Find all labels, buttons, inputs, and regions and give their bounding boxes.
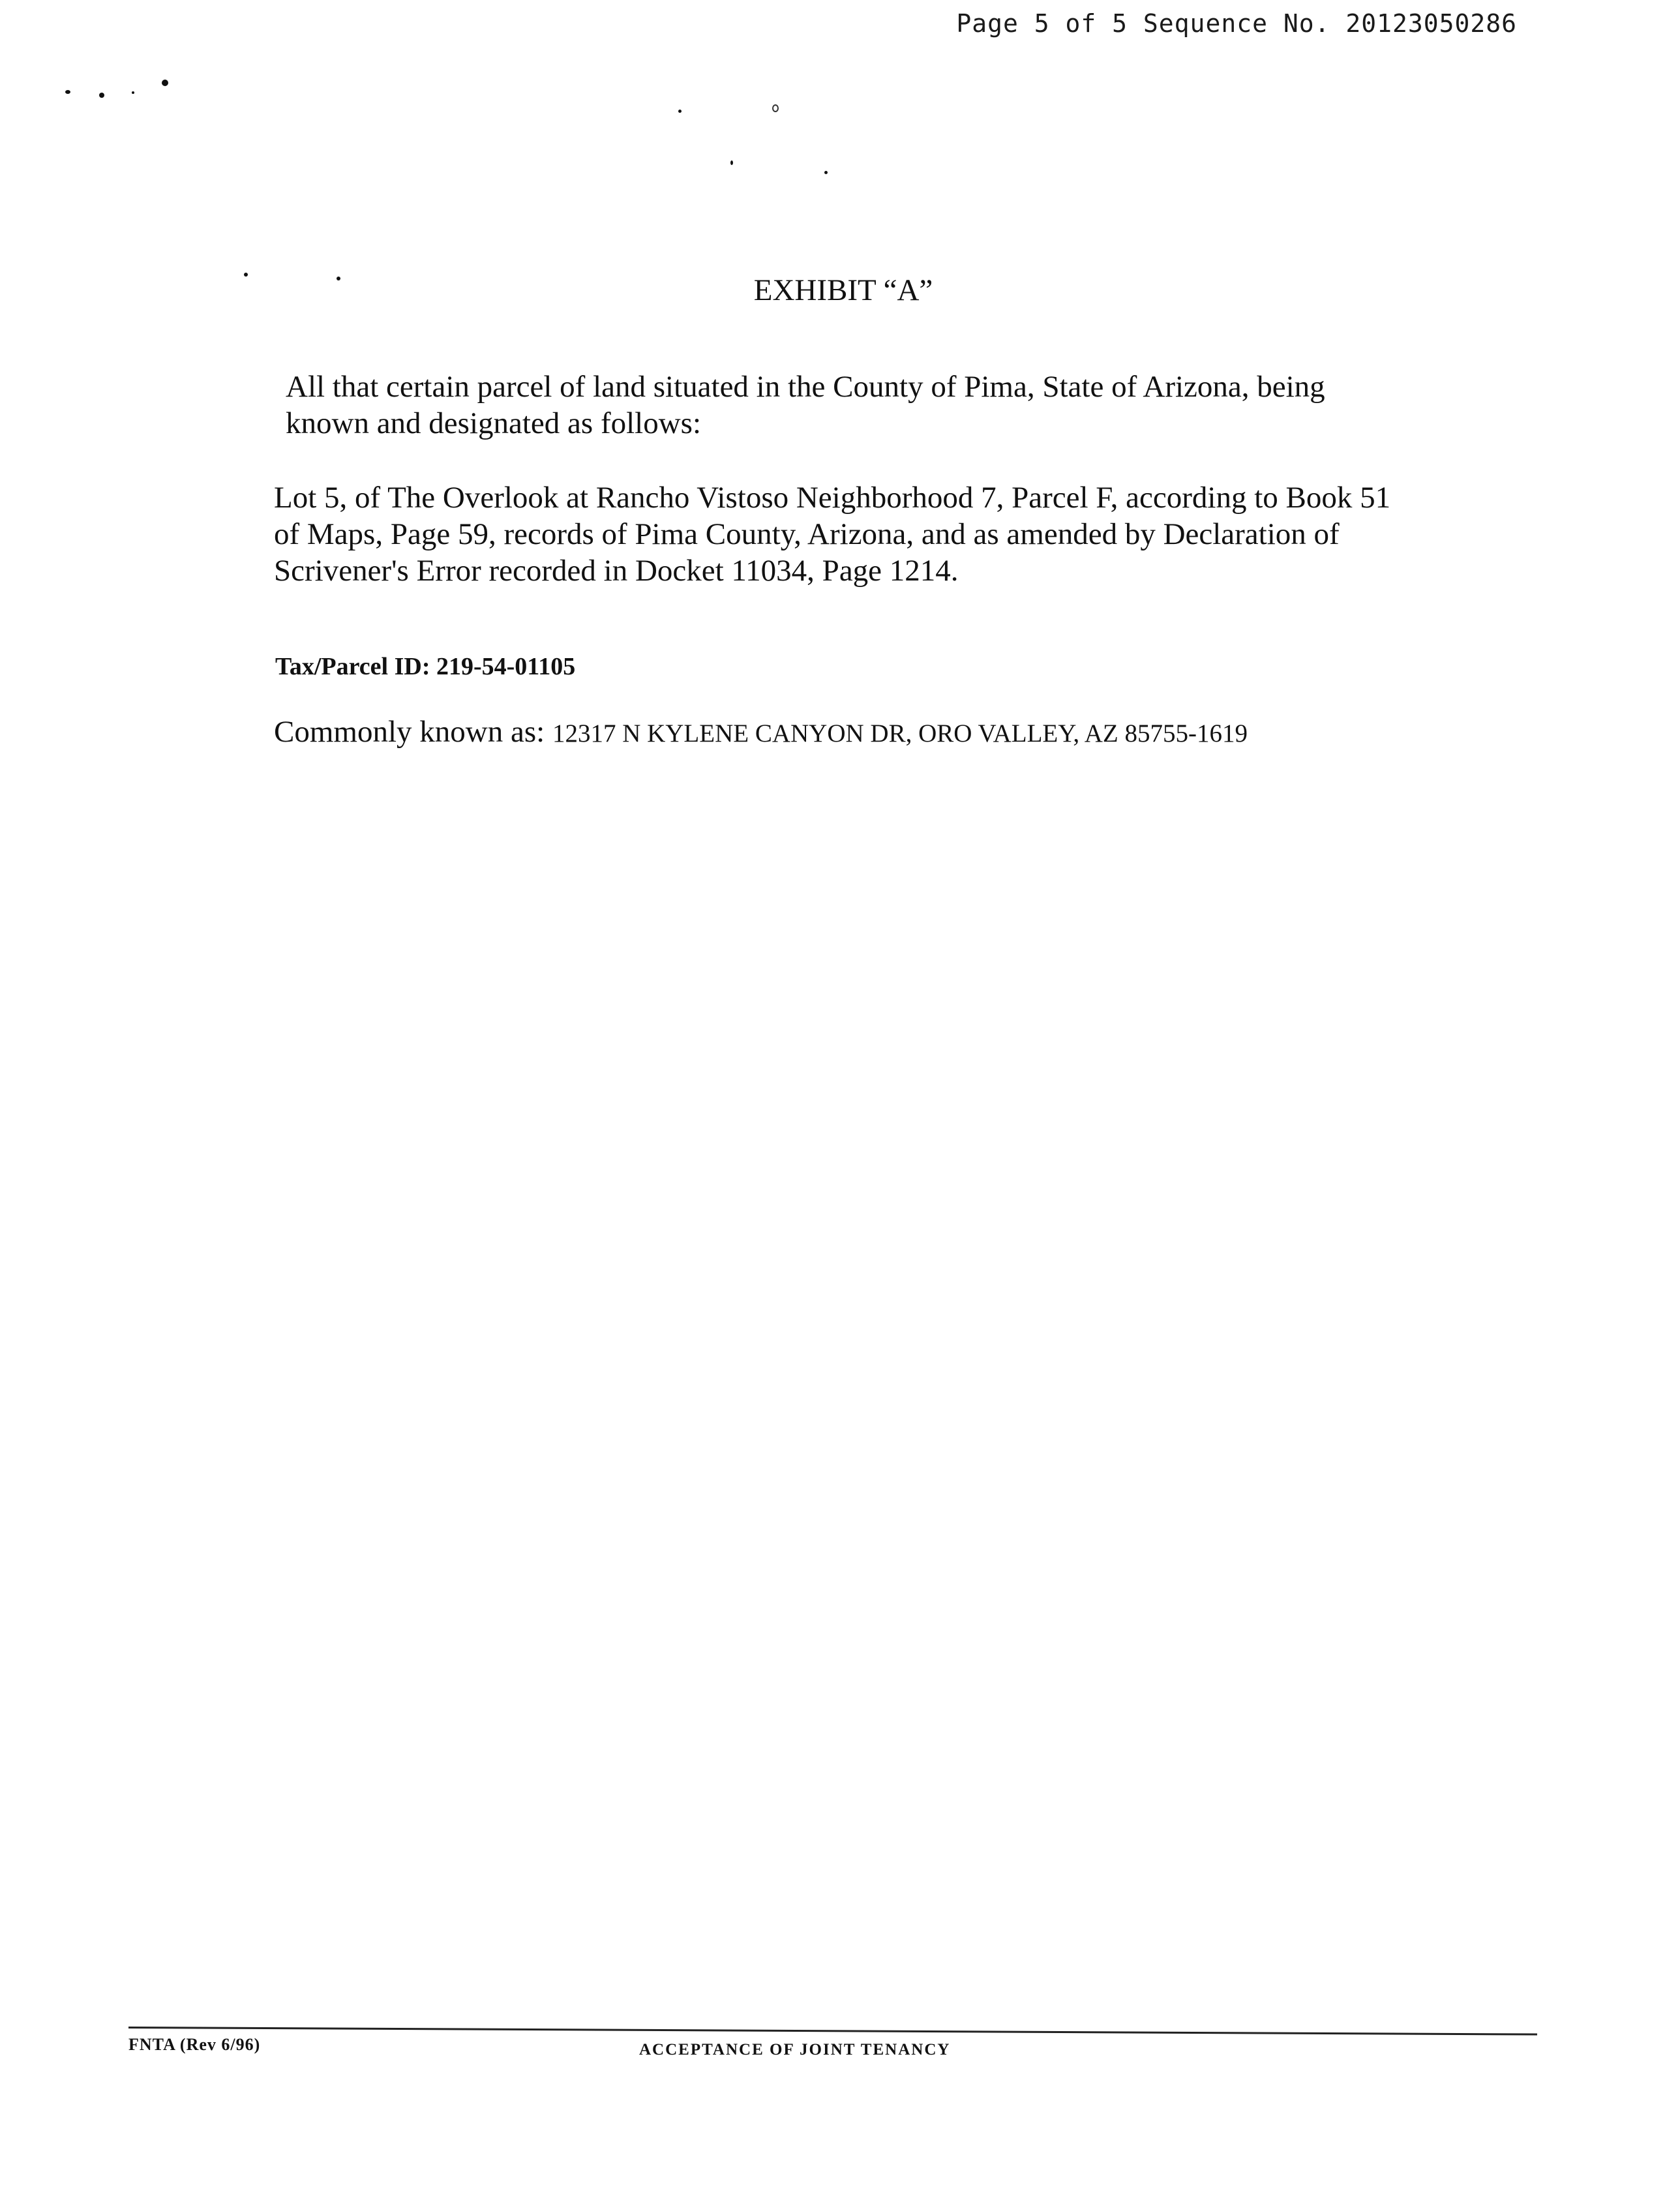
tax-parcel-id: Tax/Parcel ID: 219-54-01105 [275,653,576,680]
scan-speck [730,160,733,165]
page-sequence-stamp: Page 5 of 5 Sequence No. 20123050286 [956,9,1517,38]
scan-speck [162,80,168,86]
scan-speck [65,90,70,94]
footer-divider [128,2027,1537,2036]
scan-speck [772,104,779,112]
intro-paragraph: All that certain parcel of land situated in the County of Pima, State of Arizona, being known and designated as follows: [286,370,1325,440]
footer-form-id: FNTA (Rev 6/96) [128,2035,261,2054]
legal-description: Lot 5, of The Overlook at Rancho Vistoso Neighborhood 7, Parcel F, according to Book 51 of Maps, Page 59, records of Pima County, Arizona, and as amended by Declaration of Scrivener's Error recorded in Docket 11034, Page 1214. [274,481,1391,588]
scan-speck [678,110,682,113]
property-address: 12317 N KYLENE CANYON DR, ORO VALLEY, AZ 85755-1619 [552,719,1248,747]
scan-speck [132,91,134,94]
commonly-known-label: Commonly known as: [274,715,545,749]
scan-speck [99,93,104,98]
scan-speck [824,171,828,174]
footer-document-type: ACCEPTANCE OF JOINT TENANCY [639,2041,951,2059]
commonly-known-line [274,714,1248,749]
exhibit-title: EXHIBIT “A” [753,273,933,307]
